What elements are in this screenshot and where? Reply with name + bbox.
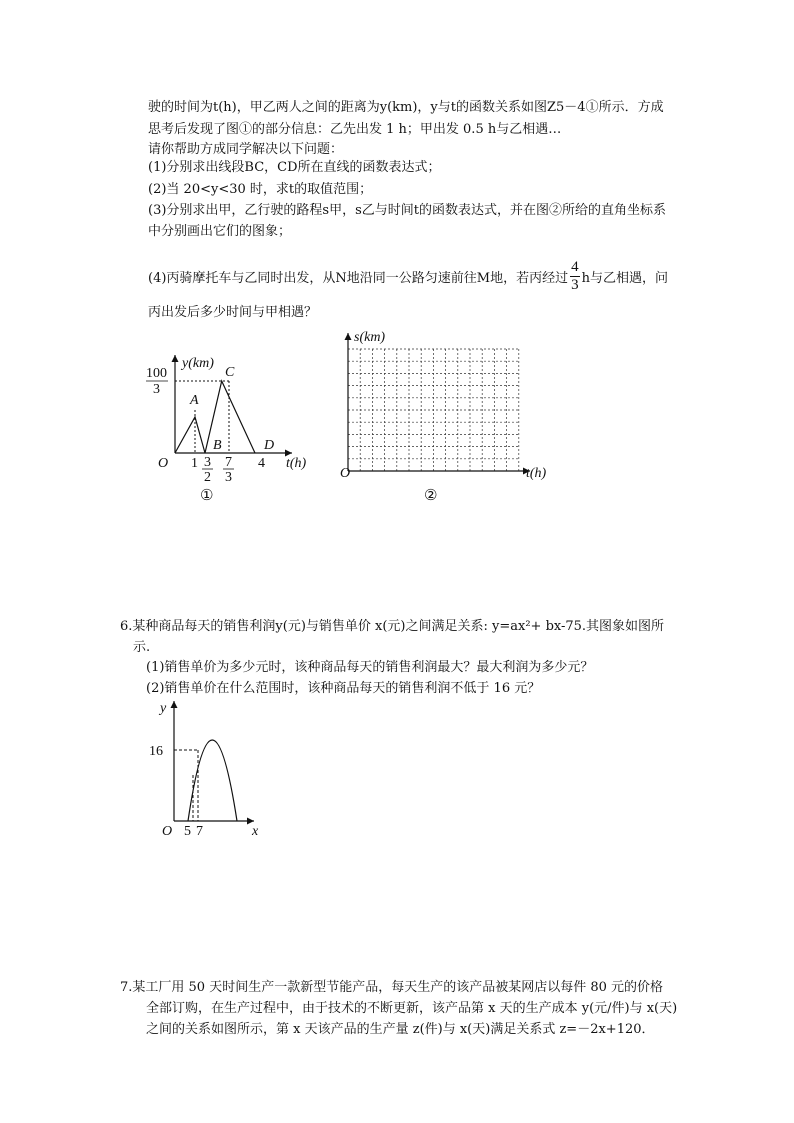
- q6-part1: (1)销售单价为多少元时，该种商品每天的销售利润最大？最大利润为多少元？: [146, 660, 594, 675]
- q7-line1: 7.某工厂用 50 天时间生产一款新型节能产品，每天生产的该产品被某网店以每件 80 元的价格: [120, 980, 664, 995]
- fig1-xtick-73-num: 7: [225, 455, 232, 470]
- fig1-point-d: D: [264, 438, 275, 453]
- fig1-point-a: A: [190, 393, 199, 408]
- fig2-xlabel: t(h): [526, 466, 547, 481]
- fig1-origin: O: [158, 456, 169, 471]
- q6-xlabel: x: [252, 824, 259, 839]
- q5-part1: (1)分别求出线段BC，CD所在直线的函数表达式；: [148, 160, 441, 175]
- q5-part3b: 中分别画出它们的图象；: [148, 224, 292, 239]
- fig1-point-b: B: [213, 438, 222, 453]
- q6-origin: O: [162, 824, 173, 839]
- fig1-point-c: C: [225, 365, 235, 380]
- q5-fraction-4-3: [570, 259, 580, 294]
- fig1-ylabel: y(km): [182, 356, 214, 371]
- q5-line3: 请你帮助方成同学解决以下问题：: [148, 142, 344, 157]
- fig2-ylabel: s(km): [354, 330, 386, 345]
- q6-figure: [140, 695, 275, 845]
- fig1-xtick-1: 1: [191, 456, 198, 471]
- q5-part4b-text: h与乙相遇，问: [581, 271, 668, 286]
- q6-xtick-7: 7: [196, 824, 203, 839]
- q5-line1: 驶的时间为t(h)，甲乙两人之间的距离为y(km)，y与t的函数关系如图Z5－4①所示．方成: [148, 100, 664, 115]
- q6-ylabel: y: [160, 701, 167, 716]
- frac-den: 3: [571, 277, 579, 293]
- fig1-xtick-32-num: 3: [204, 455, 211, 470]
- fig1-xtick-73-den: 3: [225, 470, 232, 485]
- q7-line2: 全部订购，在生产过程中，由于技术的不断更新，该产品第 x 天的生产成本 y(元/件)与 x(天): [146, 1001, 678, 1016]
- q5-part3a: (3)分别求出甲，乙行驶的路程s甲，s乙与时间t的函数表达式，并在图②所给的直角坐标系: [148, 203, 666, 218]
- fig2-grid: [348, 349, 520, 471]
- q5-part4a: [148, 261, 668, 296]
- q5-part4c: 丙出发后多少时间与甲相遇？: [148, 305, 318, 320]
- fig1-xtick-4: 4: [258, 456, 265, 471]
- fig1-ytick-num: 100: [146, 366, 167, 381]
- q6-line1: 6.某种商品每天的销售利润y(元)与销售单价 x(元)之间满足关系: y=ax²+ bx-75.其图象如图所: [120, 619, 665, 634]
- fig1-xtick-32-den: 2: [204, 470, 211, 485]
- q5-part2: (2)当 20<y<30 时，求t的取值范围；: [148, 182, 373, 197]
- frac-num: 4: [571, 259, 579, 275]
- q6-part2: (2)销售单价在什么范围时，该种商品每天的销售利润不低于 16 元？: [146, 681, 541, 696]
- fig1-caption: ①: [200, 486, 214, 504]
- fig2-caption: ②: [424, 486, 438, 504]
- q6-line2: 示.: [133, 640, 151, 655]
- q6-xtick-5: 5: [184, 824, 191, 839]
- fig1-ytick-den: 3: [153, 382, 160, 397]
- q5-part4a-text: (4)丙骑摩托车与乙同时出发，从N地沿同一公路匀速前往M地，若丙经过: [148, 271, 569, 286]
- q5-figure2: [330, 325, 555, 485]
- fig1-xlabel: t(h): [286, 456, 307, 471]
- q6-ytick-16: 16: [149, 744, 163, 759]
- fig2-origin: O: [340, 466, 351, 481]
- q5-line2: 思考后发现了图①的部分信息：乙先出发 1 h；甲出发 0.5 h与乙相遇…: [148, 122, 562, 137]
- q5-figure1: [140, 340, 315, 510]
- q6-parabola: [188, 740, 237, 821]
- q7-line3: 之间的关系如图所示，第 x 天该产品的生产量 z(件)与 x(天)满足关系式 z=－2x+120．: [146, 1022, 655, 1037]
